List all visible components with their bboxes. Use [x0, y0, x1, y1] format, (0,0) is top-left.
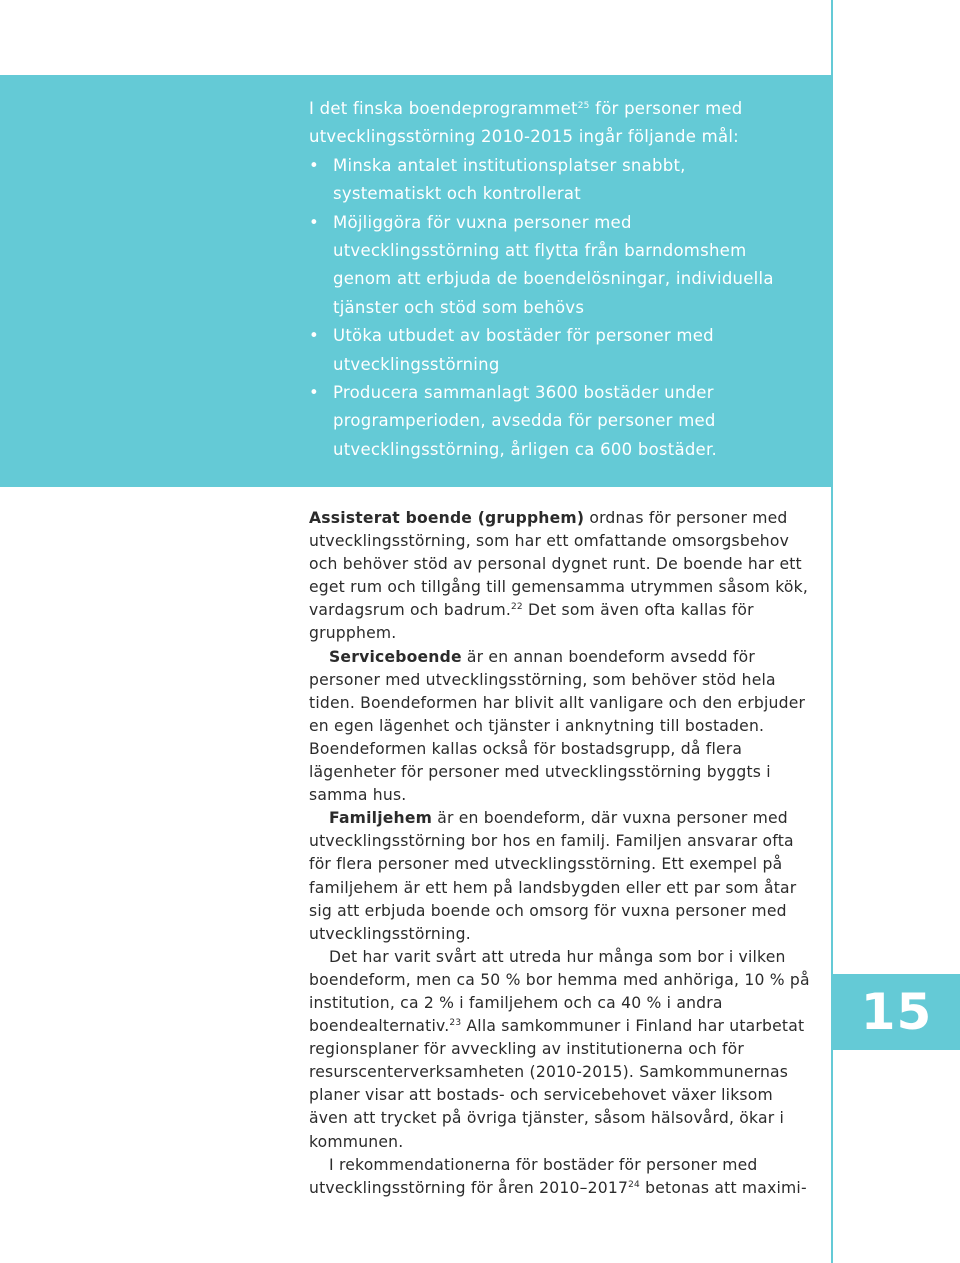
paragraph-statistics: Det har varit svårt att utreda hur många som bor i vilken boendeform, men ca 50 % bor hemma med anhöriga, 10 % på institution, ca 2 % i familjehem och ca 40 % i andra boendealternativ.$^{23}$ Alla samkommuner i Finland har utarbetat regionsplaner för avveckling av institutionerna och för resurscenterverksamheten (2010-2015). Samkommunernas planer visar att bostads- och servicebehovet växer liksom även att trycket på övriga tjänster, såsom hälsovård, ökar i kommunen. — [309, 947, 810, 1151]
margin-rule — [831, 0, 833, 1263]
bullet-icon: • — [309, 326, 319, 346]
goal-list — [309, 152, 789, 464]
footnote-ref: 23 — [449, 1018, 462, 1029]
bullet-icon: • — [309, 212, 319, 232]
bullet-icon: • — [309, 383, 319, 403]
list-item: • Minska antalet institutionsplatser snabbt, systematiskt och kontrollerat — [309, 152, 789, 209]
term-heading: Familjehem — [329, 809, 433, 828]
paragraph-recommendations: I rekommendationerna för bostäder för personer med utvecklingsstörning för åren 2010–2017$^{24}$ betonas att maximi- — [309, 1155, 807, 1197]
list-item: • Utöka utbudet av bostäder för personer med utvecklingsstörning — [309, 322, 789, 379]
bullet-icon: • — [309, 155, 319, 175]
page-number: 15 — [833, 974, 960, 1050]
body-text — [309, 507, 813, 1200]
footnote-ref: 25 — [577, 101, 590, 111]
info-box-text — [309, 95, 789, 464]
footnote-ref: 22 — [511, 602, 523, 613]
paragraph-assisterat-boende: Assisterat boende (grupphem) ordnas för personer med utvecklingsstörning, som har ett omfattande omsorgsbehov och behöver stöd av personal dygnet runt. De boende har ett eget rum och tillgång till gemensamma utrymmen såsom kök, vardagsrum och badrum.$^{22}$ Det som även ofta kallas för grupphem. — [309, 509, 809, 643]
info-box-intro: I det finska boendeprogrammet$^{25}$ för personer med utvecklingsstörning 2010-2015 ingår följande mål: — [309, 99, 743, 147]
term-heading: Serviceboende — [329, 647, 462, 666]
list-item: • Producera sammanlagt 3600 bostäder under programperioden, avsedda för personer med utvecklingsstörning, årligen ca 600 bostäder. — [309, 379, 789, 464]
list-item: • Möjliggöra för vuxna personer med utvecklingsstörning att flytta från barndomshem genom att erbjuda de boendelösningar, individuella tjänster och stöd som behövs — [309, 209, 789, 323]
footnote-ref: 24 — [628, 1179, 640, 1190]
term-heading: Assisterat boende (grupphem) — [309, 509, 585, 527]
paragraph-serviceboende: Serviceboende är en annan boendeform avsedd för personer med utvecklingsstörning, som behöver stöd hela tiden. Boendeformen har blivit allt vanligare och den erbjuder en egen lägenhet och tjänster i anknytning till bostaden. Boendeformen kallas också för bostadsgrupp, då flera lägenheter för personer med utvecklingsstörning byggts i samma hus. — [309, 647, 806, 805]
paragraph-familjehem: Familjehem är en boendeform, där vuxna personer med utvecklingsstörning bor hos en familj. Familjen ansvarar ofta för flera personer med utvecklingsstörning. Ett exempel på familjehem är ett hem på landsbygden eller ett par som åtar sig att erbjuda boende och omsorg för vuxna personer med utvecklingsstörning. — [309, 809, 797, 943]
